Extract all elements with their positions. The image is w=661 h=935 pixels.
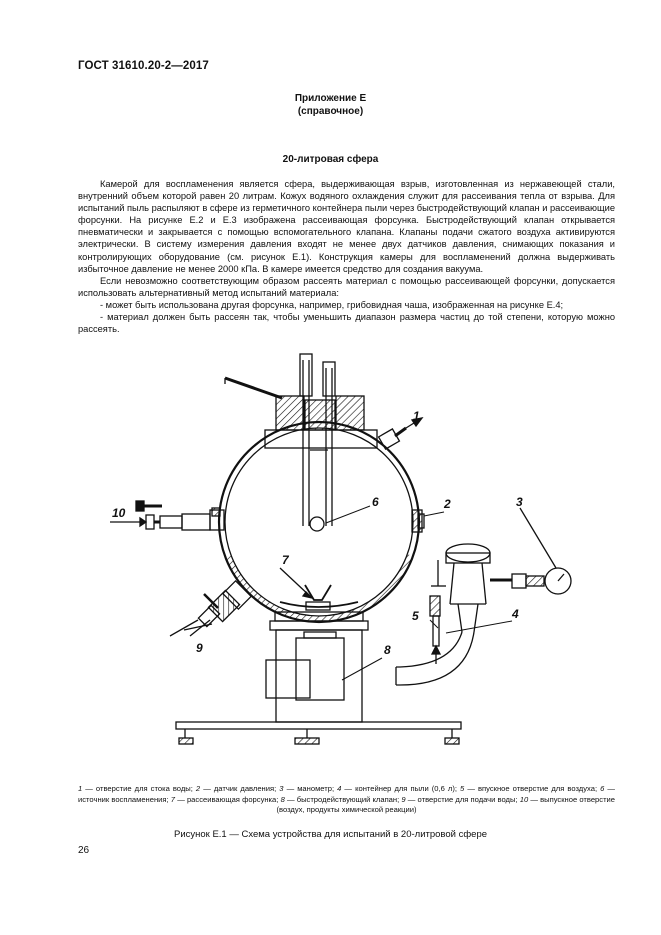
air-inlet [430, 596, 440, 664]
paragraph-3: - может быть использована другая форсунка, например, грибовидная чаша, изображенная на рисунке Е.4; [100, 299, 564, 310]
label-2: 2 [444, 497, 451, 511]
top-flange [265, 396, 377, 450]
legend-item: 2 — датчик давления; [195, 784, 280, 793]
nozzle [280, 568, 358, 610]
document-header: ГОСТ 31610.20-2—2017 [78, 60, 209, 72]
label-3: 3 [516, 495, 523, 509]
legend-item: 7 — рассеивающая форсунка; [170, 794, 281, 804]
legend-item: 6 — источник воспламенения; [78, 784, 615, 804]
water-inlet [170, 581, 251, 636]
paragraph-1: Камерой для воспламенения является сфера, выдерживающая взрыв, изготовленная из нержавеющей стали, внутренний объем которой равен 20 литрам. Кожух водяного охлаждения служит для рассеивания тепла от взрыва. Для испытаний пыль распыляют в сфере из герметичного контейнера пыли через быстродействующий клапан и рассеивающие форсунки. На рисунке Е.2 и Е.3 изображена рассеивающая форсунка. Быстродействующий клапан открывается пневматически и закрывается с помощью вспомогательного клапана. Клапаны подачи сжатого воздуха активируются электрически. В систему измерения давления входят не менее двух датчиков давления, снимающих показания и контролирующих оборудование (см. рисунок Е.1). Конструкция камеры для воспламенений должна выдерживать избыточное давление не менее 2000 кПа. В камере имеется средство для создания вакуума. [78, 179, 615, 274]
label-4: 4 [512, 607, 519, 621]
legend-item: 1 — отверстие для стока воды; [78, 784, 196, 793]
legend-item: 10 — выпускное отверстие (воздух, продукты химической реакции) [276, 794, 616, 815]
legend-item: 5 — впускное отверстие для воздуха; [460, 784, 601, 793]
electrodes [300, 354, 335, 531]
fast-valve [266, 632, 344, 700]
appendix-heading [0, 92, 661, 118]
outlet-valve [110, 501, 224, 530]
appendix-subtitle: (справочное) [297, 106, 364, 117]
apparatus-diagram [100, 340, 600, 770]
pressure-sensor [412, 510, 424, 532]
body-text [78, 178, 615, 335]
label-5: 5 [412, 609, 419, 623]
legend-item: 3 — манометр; [279, 784, 338, 793]
page-number: 26 [78, 845, 90, 856]
figure-legend [78, 784, 615, 816]
label-10: 10 [112, 506, 126, 520]
legend-item: 4 — контейнер для пыли (0,6 л); [337, 784, 461, 793]
base-frame [176, 722, 461, 744]
manometer [490, 508, 571, 594]
label-7: 7 [282, 553, 289, 567]
top-lever [225, 378, 282, 398]
paragraph-4: - материал должен быть рассеян так, чтобы уменьшить диапазон размера частиц до той степени, которую можно рассеять. [78, 312, 615, 335]
stand [270, 612, 368, 722]
legend-item: 8 — быстродействующий клапан; [280, 794, 402, 804]
label-9: 9 [196, 641, 203, 655]
legend-item: 9 — отверстие для подачи воды; [401, 794, 520, 804]
label-1: 1 [413, 409, 420, 423]
label-6: 6 [372, 495, 379, 509]
label-8: 8 [384, 643, 391, 657]
figure-caption: Рисунок Е.1 — Схема устройства для испытаний в 20-литровой сфере [173, 829, 488, 840]
appendix-title: Приложение Е [294, 93, 367, 104]
section-title: 20-литровая сфера [282, 154, 379, 165]
paragraph-2: Если невозможно соответствующим образом рассеять материал с помощью рассеивающей форсунки, допускается использовать альтернативный метод испытаний материала: [78, 275, 615, 298]
